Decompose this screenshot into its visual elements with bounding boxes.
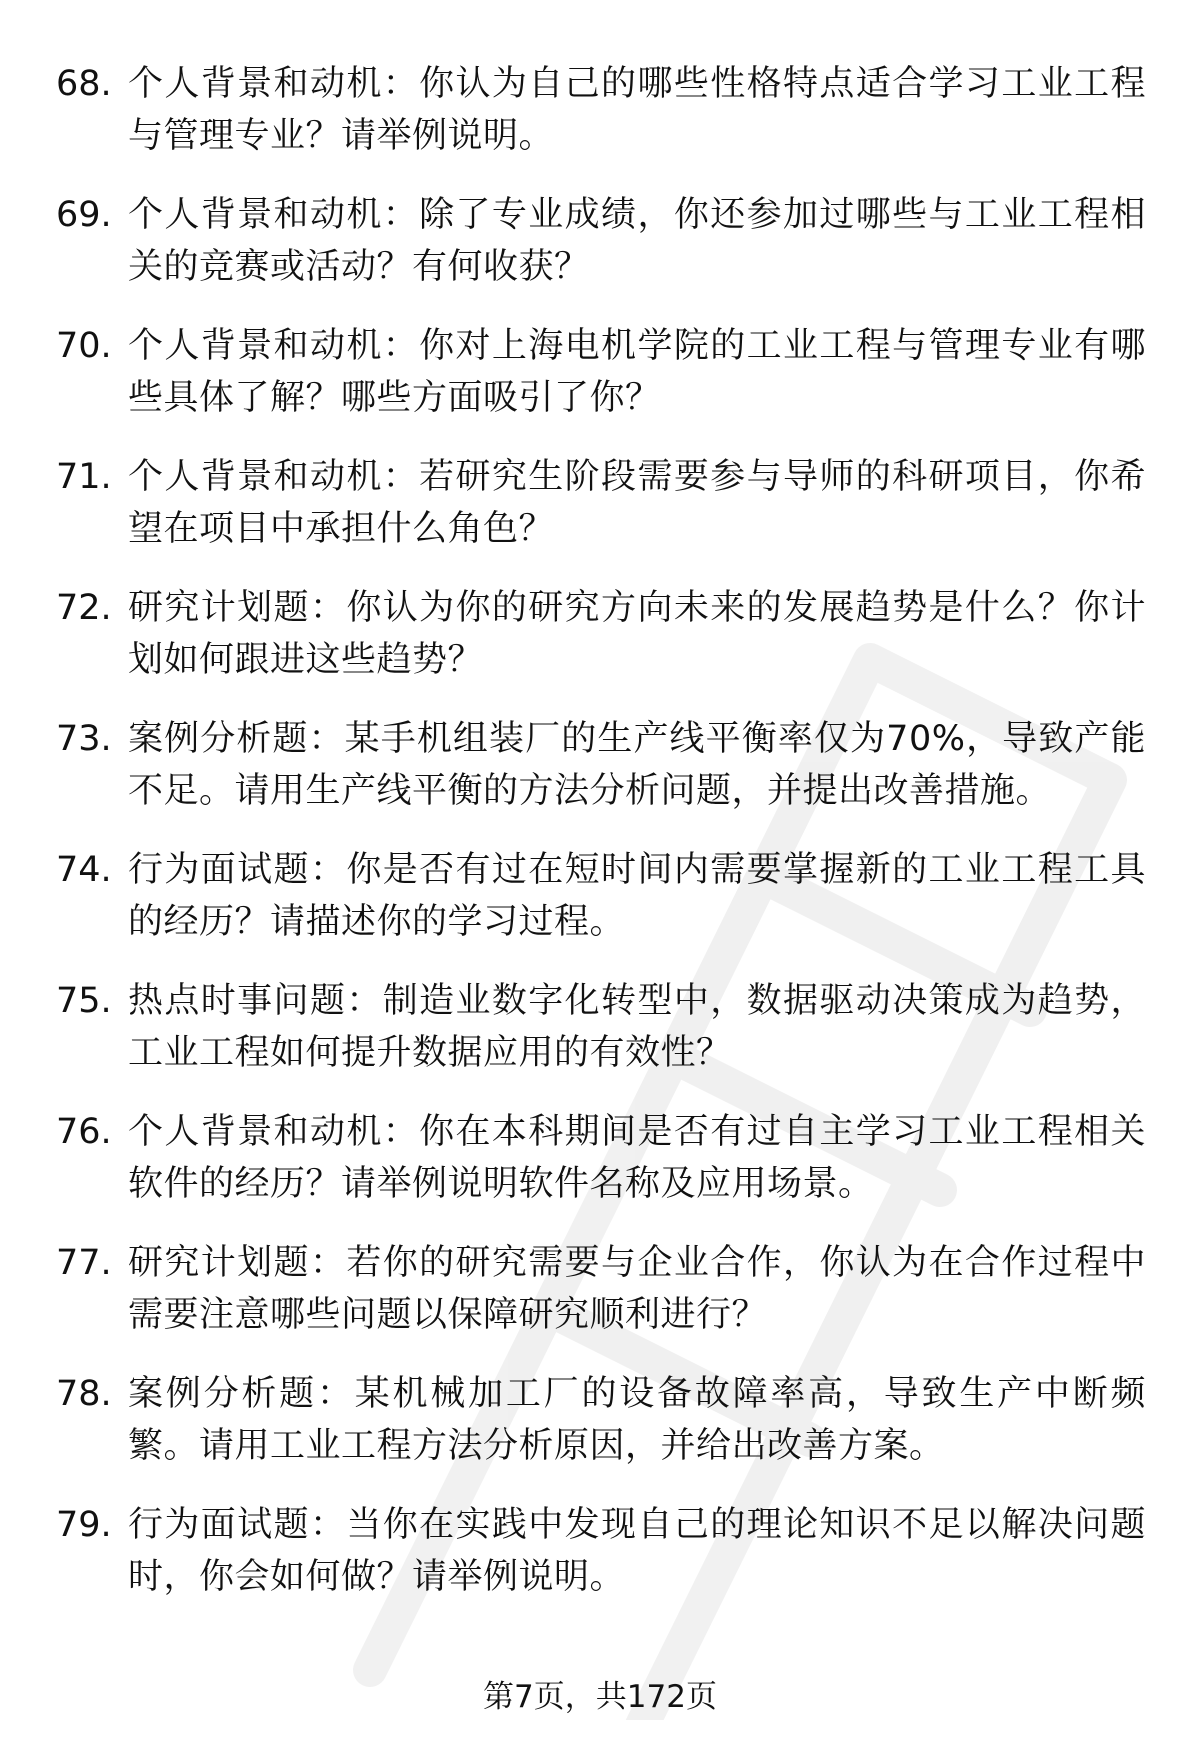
question-number: 78. bbox=[56, 1374, 112, 1414]
page-number-footer: 第7页，共172页 bbox=[483, 1679, 717, 1715]
question-text: 案例分析题：某机械加工厂的设备故障率高，导致生产中断频繁。请用工业工程方法分析原因，并给出改善方案。 bbox=[128, 1374, 1146, 1466]
question-text: 研究计划题：若你的研究需要与企业合作，你认为在合作过程中需要注意哪些问题以保障研究顺利进行？ bbox=[128, 1243, 1146, 1335]
question-number: 70. bbox=[56, 326, 112, 366]
list-item bbox=[56, 1106, 1146, 1237]
question-number: 74. bbox=[56, 850, 112, 890]
question-text: 个人背景和动机：你对上海电机学院的工业工程与管理专业有哪些具体了解？哪些方面吸引了你？ bbox=[128, 326, 1146, 418]
question-text: 行为面试题：当你在实践中发现自己的理论知识不足以解决问题时，你会如何做？请举例说明。 bbox=[128, 1505, 1146, 1597]
list-item bbox=[56, 582, 1146, 713]
question-text: 热点时事问题：制造业数字化转型中，数据驱动决策成为趋势，工业工程如何提升数据应用的有效性？ bbox=[128, 981, 1146, 1073]
question-number: 75. bbox=[56, 981, 112, 1021]
list-item bbox=[56, 713, 1146, 844]
question-number: 72. bbox=[56, 588, 112, 628]
question-text: 研究计划题：你认为你的研究方向未来的发展趋势是什么？你计划如何跟进这些趋势？ bbox=[128, 588, 1146, 680]
question-number: 77. bbox=[56, 1243, 112, 1283]
question-text: 个人背景和动机：除了专业成绩，你还参加过哪些与工业工程相关的竞赛或活动？有何收获？ bbox=[128, 195, 1146, 287]
question-list bbox=[56, 58, 1146, 1630]
question-number: 73. bbox=[56, 719, 112, 759]
list-item bbox=[56, 844, 1146, 975]
question-number: 76. bbox=[56, 1112, 112, 1152]
list-item bbox=[56, 320, 1146, 451]
question-text: 个人背景和动机：你在本科期间是否有过自主学习工业工程相关软件的经历？请举例说明软件名称及应用场景。 bbox=[128, 1112, 1146, 1204]
list-item bbox=[56, 451, 1146, 582]
list-item bbox=[56, 1368, 1146, 1499]
question-number: 71. bbox=[56, 457, 112, 497]
question-text: 案例分析题：某手机组装厂的生产线平衡率仅为70%，导致产能不足。请用生产线平衡的方法分析问题，并提出改善措施。 bbox=[128, 719, 1146, 811]
list-item bbox=[56, 1499, 1146, 1630]
question-text: 行为面试题：你是否有过在短时间内需要掌握新的工业工程工具的经历？请描述你的学习过程。 bbox=[128, 850, 1146, 942]
list-item bbox=[56, 975, 1146, 1106]
question-number: 68. bbox=[56, 64, 112, 104]
question-number: 69. bbox=[56, 195, 112, 235]
list-item bbox=[56, 1237, 1146, 1368]
list-item bbox=[56, 189, 1146, 320]
question-text: 个人背景和动机：你认为自己的哪些性格特点适合学习工业工程与管理专业？请举例说明。 bbox=[128, 64, 1146, 156]
list-item bbox=[56, 58, 1146, 189]
question-number: 79. bbox=[56, 1505, 112, 1545]
question-text: 个人背景和动机：若研究生阶段需要参与导师的科研项目，你希望在项目中承担什么角色？ bbox=[128, 457, 1146, 549]
